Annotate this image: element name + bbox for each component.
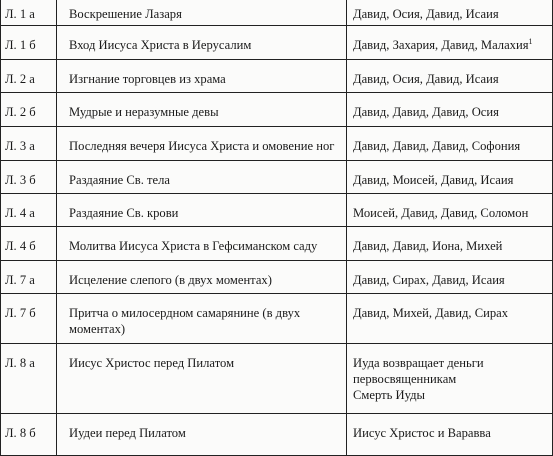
prophets-cell xyxy=(347,194,553,227)
prophets-line: Давид, Давид, Иона, Михей xyxy=(353,239,503,253)
prophets-cell xyxy=(347,261,553,294)
table-row xyxy=(1,414,553,456)
table-row xyxy=(1,344,553,414)
table-row xyxy=(1,294,553,344)
prophets-line: Давид, Захария, Давид, Малахия$^1$ xyxy=(353,36,533,52)
scene-cell: Изгнание торговцев из храма xyxy=(57,60,347,93)
folio-cell: Л. 1 б xyxy=(1,26,57,60)
table-row xyxy=(1,161,553,194)
prophets-line: Давид, Давид, Давид, Софония xyxy=(353,139,521,153)
scene-cell: Исцеление слепого (в двух моментах) xyxy=(57,261,347,294)
prophets-cell xyxy=(347,93,553,127)
prophets-line: Давид, Осия, Давид, Исаия xyxy=(353,7,499,21)
table-row xyxy=(1,0,553,26)
table-row xyxy=(1,194,553,227)
prophets-line: Моисей, Давид, Давид, Соломон xyxy=(353,206,529,220)
prophets-line: Иуда возвращает деньги первосвященникам xyxy=(353,356,484,386)
folio-cell: Л. 2 а xyxy=(1,60,57,93)
folio-cell: Л. 8 а xyxy=(1,344,57,414)
folio-cell: Л. 1 а xyxy=(1,0,57,26)
table-row xyxy=(1,60,553,93)
folio-cell: Л. 4 а xyxy=(1,194,57,227)
folio-cell: Л. 8 б xyxy=(1,414,57,456)
scene-cell: Иудеи перед Пилатом xyxy=(57,414,347,456)
scene-cell: Притча о милосердном самарянине (в двух моментах) xyxy=(57,294,347,344)
table-row xyxy=(1,127,553,161)
table-row xyxy=(1,227,553,261)
prophets-cell xyxy=(347,344,553,414)
prophets-cell xyxy=(347,414,553,456)
folio-cell: Л. 7 а xyxy=(1,261,57,294)
prophets-line: Давид, Осия, Давид, Исаия xyxy=(353,72,499,86)
prophets-cell xyxy=(347,60,553,93)
prophets-cell xyxy=(347,294,553,344)
prophets-line: Давид, Моисей, Давид, Исаия xyxy=(353,173,514,187)
scene-cell: Вход Иисуса Христа в Иерусалим xyxy=(57,26,347,60)
prophets-line: Давид, Михей, Давид, Сирах xyxy=(353,306,509,320)
prophets-cell xyxy=(347,227,553,261)
prophets-line: Давид, Давид, Давид, Осия xyxy=(353,105,499,119)
scene-cell: Иисус Христос перед Пилатом xyxy=(57,344,347,414)
prophets-cell xyxy=(347,26,553,60)
prophets-line: Смерть Иуды xyxy=(353,388,425,402)
table-row xyxy=(1,93,553,127)
scene-cell: Раздаяние Св. тела xyxy=(57,161,347,194)
footnote-marker: 1 xyxy=(528,36,533,46)
scene-cell: Последняя вечеря Иисуса Христа и омовение ног xyxy=(57,127,347,161)
prophets-cell xyxy=(347,127,553,161)
prophets-cell xyxy=(347,0,553,26)
folio-cell: Л. 7 б xyxy=(1,294,57,344)
scene-cell: Молитва Иисуса Христа в Гефсиманском саду xyxy=(57,227,347,261)
scene-cell: Мудрые и неразумные девы xyxy=(57,93,347,127)
folio-cell: Л. 3 б xyxy=(1,161,57,194)
folio-cell: Л. 2 б xyxy=(1,93,57,127)
scene-cell: Раздаяние Св. крови xyxy=(57,194,347,227)
table-row xyxy=(1,261,553,294)
scene-cell: Воскрешение Лазаря xyxy=(57,0,347,26)
prophets-line: Давид, Сирах, Давид, Исаия xyxy=(353,273,505,287)
prophets-cell xyxy=(347,161,553,194)
prophets-line: Иисус Христос и Варавва xyxy=(353,426,491,440)
table-row xyxy=(1,26,553,60)
folio-cell: Л. 3 а xyxy=(1,127,57,161)
folio-cell: Л. 4 б xyxy=(1,227,57,261)
